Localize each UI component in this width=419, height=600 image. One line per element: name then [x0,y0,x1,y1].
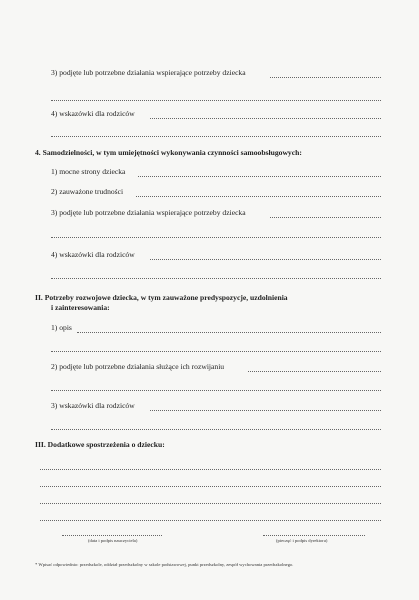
blank-line-row [0,511,419,523]
blank-line-row [0,342,419,354]
item-label: 4) wskazówki dla rodziców [51,109,135,118]
fill-line[interactable] [138,176,381,177]
item-2-difficulties [0,187,419,199]
fill-line[interactable] [51,237,381,238]
teacher-signature-caption: (data i podpis nauczyciela) [88,538,138,543]
item-2-development-actions [0,362,419,374]
section-heading-cont: i zainteresowania: [51,303,110,312]
fill-line[interactable] [150,118,381,119]
item-label: 1) mocne strony dziecka [51,167,126,176]
fill-line[interactable] [150,259,381,260]
fill-line[interactable] [51,136,381,137]
item-3-parent-tips [0,401,419,413]
fill-line[interactable] [51,100,381,101]
blank-line-row [0,494,419,506]
teacher-signature-line[interactable] [62,535,162,536]
item-1-description [0,323,419,335]
director-signature-line[interactable] [263,535,365,536]
fill-line[interactable] [77,332,381,333]
item-4-parent-tips [0,250,419,262]
fill-line[interactable] [40,503,381,504]
blank-line-row [0,381,419,393]
item-4-parent-tips [0,109,419,121]
item-3-support-actions [0,208,419,220]
footnote: * Wpisać odpowiednio: przedszkole, oddział przedszkolny w szkole podstawowej, punkt przedszkolny, zespół wychowania przedszkolnego. [35,562,294,567]
section-heading: III. Dodatkowe spostrzeżenia o dziecku: [35,440,165,449]
fill-line[interactable] [40,486,381,487]
fill-line[interactable] [136,196,381,197]
item-label: 2) zauważone trudności [51,187,124,196]
fill-line[interactable] [40,520,381,521]
section-4-heading [0,148,419,160]
fill-line[interactable] [248,371,381,372]
fill-line[interactable] [51,351,381,352]
blank-line-row [0,477,419,489]
item-3-support-actions [0,68,419,80]
blank-line-row [0,228,419,240]
fill-line[interactable] [51,390,381,391]
fill-line[interactable] [270,77,381,78]
item-label: 4) wskazówki dla rodziców [51,250,135,259]
blank-line-row [0,420,419,432]
section-heading: II. Potrzeby rozwojowe dziecka, w tym zauważone predyspozycje, uzdolnienia [35,293,288,302]
fill-line[interactable] [51,429,381,430]
item-label: 3) wskazówki dla rodziców [51,401,135,410]
item-label: 3) podjęte lub potrzebne działania wspierające potrzeby dziecka [51,208,246,217]
item-label: 3) podjęte lub potrzebne działania wspierające potrzeby dziecka [51,68,246,77]
item-label: 1) opis [51,323,72,332]
section-II-heading-line2 [0,303,419,315]
blank-line-row [0,269,419,281]
fill-line[interactable] [40,469,381,470]
blank-line-row [0,91,419,103]
fill-line[interactable] [270,217,381,218]
item-label: 2) podjęte lub potrzebne działania służące ich rozwijaniu [51,362,225,371]
section-III-heading [0,440,419,452]
blank-line-row [0,127,419,139]
item-1-strengths [0,167,419,179]
blank-line-row [0,460,419,472]
section-heading: 4. Samodzielności, w tym umiejętności wykonywania czynności samoobsługowych: [35,148,302,157]
fill-line[interactable] [51,278,381,279]
director-signature-caption: (pieczęć i podpis dyrektora) [276,538,328,543]
fill-line[interactable] [150,410,381,411]
